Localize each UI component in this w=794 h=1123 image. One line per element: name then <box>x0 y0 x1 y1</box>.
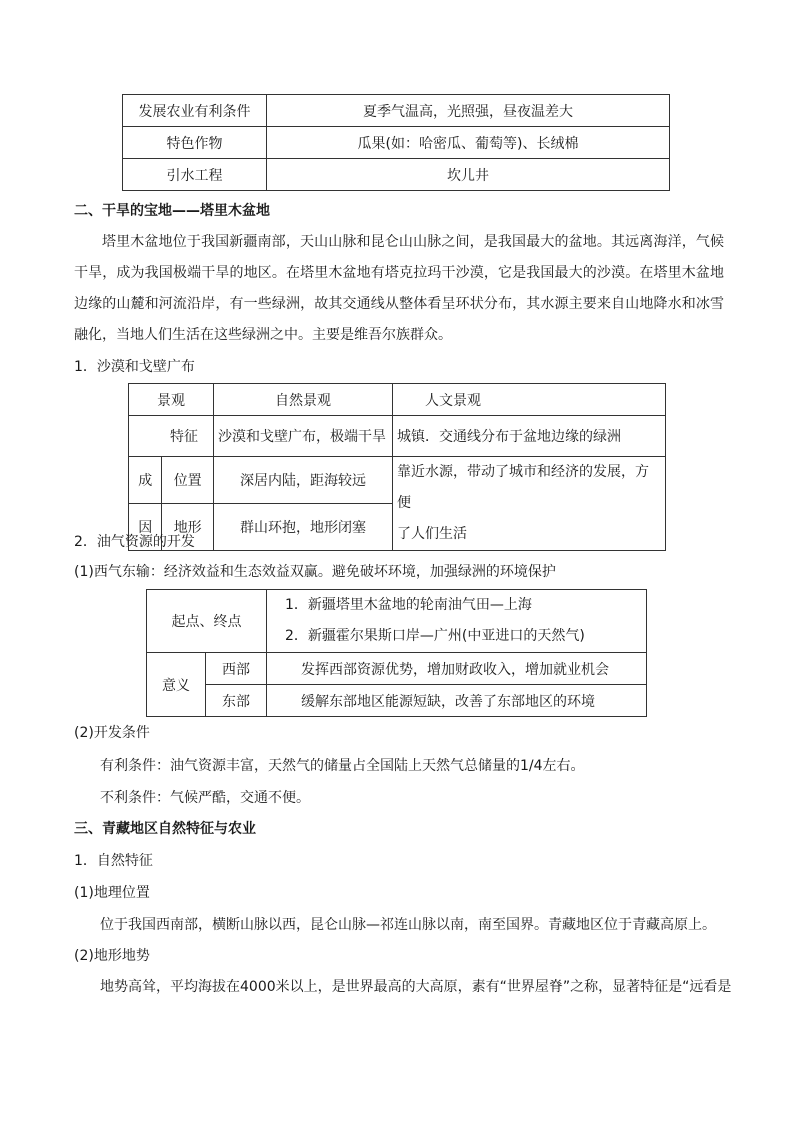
table-cell: 成 <box>129 457 162 504</box>
table-cell: 缓解东部地区能源短缺，改善了东部地区的环境 <box>267 685 647 717</box>
subheading: (1)西气东输：经济效益和生态效益双赢。避免破坏环境，加强绿洲的环境保护 <box>74 564 556 580</box>
subheading: 2．油气资源的开发 <box>74 534 195 550</box>
table-cell <box>393 457 666 551</box>
section-heading: 三、青藏地区自然特征与农业 <box>74 821 256 837</box>
table-cell: 引水工程 <box>123 159 267 191</box>
cell-line: 1．新疆塔里木盆地的轮南油气田—上海 <box>285 597 532 613</box>
table-row <box>147 685 647 717</box>
table-row <box>129 457 666 504</box>
subheading: (2)地形地势 <box>74 948 150 964</box>
subheading: 1．自然特征 <box>74 853 153 869</box>
table-cell: 特色作物 <box>123 127 267 159</box>
table-cell: 夏季气温高，光照强，昼夜温差大 <box>267 95 670 127</box>
table-row <box>123 159 670 191</box>
table-cell: 意义 <box>147 653 206 717</box>
subheading: (2)开发条件 <box>74 725 150 741</box>
agriculture-table <box>122 94 670 191</box>
table-cell: 城镇．交通线分布于盆地边缘的绿洲 <box>393 416 666 457</box>
table-cell: 沙漠和戈壁广布，极端干旱 <box>214 416 393 457</box>
table-cell: 景观 <box>129 384 214 416</box>
subheading: 1．沙漠和戈壁广布 <box>74 359 195 375</box>
table-cell: 坎儿井 <box>267 159 670 191</box>
table-cell: 西部 <box>206 653 267 685</box>
table-cell <box>267 590 647 653</box>
table-cell: 群山环抱，地形闭塞 <box>214 504 393 551</box>
table-cell: 因 <box>129 504 162 551</box>
table-cell: 瓜果(如：哈密瓜、葡萄等)、长绒棉 <box>267 127 670 159</box>
cell-line: 2．新疆霍尔果斯口岸—广州(中亚进口的天然气) <box>285 628 585 644</box>
table-cell: 地形 <box>162 504 214 551</box>
table-row <box>147 590 647 653</box>
table-cell: 发展农业有利条件 <box>123 95 267 127</box>
subheading: (1)地理位置 <box>74 885 150 901</box>
cell-line: 靠近水源，带动了城市和经济的发展，方便 <box>397 464 649 511</box>
table-row <box>123 127 670 159</box>
table-cell: 自然景观 <box>214 384 393 416</box>
table-cell: 发挥西部资源优势，增加财政收入，增加就业机会 <box>267 653 647 685</box>
table-row <box>129 416 666 457</box>
paragraph: 不利条件：气候严酷，交通不便。 <box>100 790 310 806</box>
gas-pipeline-table <box>146 589 647 717</box>
section-heading: 二、干旱的宝地——塔里木盆地 <box>74 203 270 219</box>
paragraph: 位于我国西南部，横断山脉以西，昆仑山脉—祁连山脉以南，南至国界。青藏地区位于青藏高原上。 <box>100 917 716 933</box>
table-cell: 位置 <box>162 457 214 504</box>
table-cell: 人文景观 <box>393 384 666 416</box>
paragraph: 地势高耸，平均海拔在4000米以上，是世界最高的大高原，素有“世界屋脊”之称，显著特征是“远看是 <box>100 979 732 995</box>
table-cell: 东部 <box>206 685 267 717</box>
table-cell: 特征 <box>129 416 214 457</box>
paragraph: 有利条件：油气资源丰富，天然气的储量占全国陆上天然气总储量的1/4左右。 <box>100 758 585 774</box>
desert-table <box>128 383 666 551</box>
cell-line: 了人们生活 <box>397 526 467 542</box>
table-row <box>129 384 666 416</box>
table-cell: 深居内陆，距海较远 <box>214 457 393 504</box>
table-row <box>123 95 670 127</box>
table-row <box>147 653 647 685</box>
paragraph: 塔里木盆地位于我国新疆南部，天山山脉和昆仑山山脉之间，是我国最大的盆地。其远离海洋，气候干旱，成为我国极端干旱的地区。在塔里木盆地有塔克拉玛干沙漠，它是我国最大的沙漠。在塔里木盆地边缘的山麓和河流沿岸，有一些绿洲，故其交通线从整体看呈环状分布，其水源主要来自山地降水和冰雪融化，当地人们生活在这些绿洲之中。主要是维吾尔族群众。 <box>74 234 724 343</box>
table-cell: 起点、终点 <box>147 590 267 653</box>
